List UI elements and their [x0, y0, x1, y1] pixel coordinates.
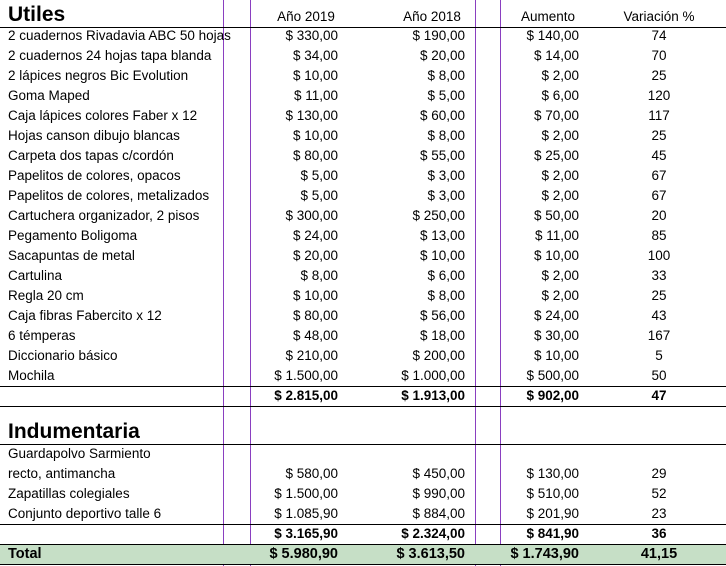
table-row — [0, 346, 726, 366]
price-increase: $ 2,00 — [541, 188, 579, 203]
price-2019: $ 210,00 — [285, 348, 338, 363]
subtotal-rule-bottom — [0, 406, 726, 407]
price-increase: $ 2,00 — [541, 168, 579, 183]
price-2018: $ 884,00 — [412, 506, 465, 521]
table-row — [0, 66, 726, 86]
item-name: Diccionario básico — [8, 348, 118, 363]
table-row — [0, 86, 726, 106]
variation-percent: 43 — [651, 308, 667, 323]
subtotal-variacion: 36 — [651, 526, 667, 541]
price-2018: $ 20,00 — [419, 48, 465, 63]
section-title-utiles: Utiles — [8, 3, 66, 26]
variation-percent: 85 — [651, 228, 667, 243]
price-2019: $ 80,00 — [292, 148, 338, 163]
item-name: Pegamento Boligoma — [8, 228, 138, 243]
price-2019: $ 130,00 — [285, 108, 338, 123]
variation-percent: 50 — [651, 368, 667, 383]
header-aumento: Aumento — [520, 9, 576, 24]
price-increase: $ 25,00 — [533, 148, 579, 163]
price-increase: $ 2,00 — [541, 68, 579, 83]
price-2018: $ 6,00 — [427, 268, 465, 283]
price-2019: $ 10,00 — [292, 128, 338, 143]
variation-percent: 29 — [651, 466, 667, 481]
price-2019: $ 5,00 — [300, 168, 338, 183]
table-row — [0, 226, 726, 246]
item-name: Goma Maped — [8, 88, 90, 103]
item-name: Papelitos de colores, opacos — [8, 168, 181, 183]
price-2018: $ 990,00 — [412, 486, 465, 501]
price-increase: $ 6,00 — [541, 88, 579, 103]
price-2019: $ 34,00 — [292, 48, 338, 63]
total-aumento: $ 1.743,90 — [510, 546, 579, 562]
price-2019: $ 580,00 — [285, 466, 338, 481]
item-name: Cartulina — [8, 268, 63, 283]
table-row — [0, 146, 726, 166]
price-2019: $ 48,00 — [292, 328, 338, 343]
price-increase: $ 30,00 — [533, 328, 579, 343]
subtotal-2019: $ 2.815,00 — [274, 388, 338, 403]
price-2019: $ 24,00 — [292, 228, 338, 243]
price-2018: $ 200,00 — [412, 348, 465, 363]
price-2018: $ 8,00 — [427, 288, 465, 303]
price-increase: $ 130,00 — [526, 466, 579, 481]
table-row — [0, 484, 726, 504]
price-2018: $ 1.000,00 — [401, 368, 465, 383]
price-increase: $ 510,00 — [526, 486, 579, 501]
variation-percent: 25 — [651, 128, 667, 143]
header-2018: Año 2018 — [403, 9, 461, 24]
item-name: 6 témperas — [8, 328, 76, 343]
price-2018: $ 55,00 — [419, 148, 465, 163]
price-2018: $ 250,00 — [412, 208, 465, 223]
price-2019: $ 1.500,00 — [274, 368, 338, 383]
price-2019: $ 10,00 — [292, 68, 338, 83]
price-increase: $ 2,00 — [541, 288, 579, 303]
variation-percent: 52 — [651, 486, 667, 501]
variation-percent: 45 — [651, 148, 667, 163]
table-row — [0, 166, 726, 186]
price-increase — [470, 444, 579, 464]
price-2019: $ 80,00 — [292, 308, 338, 323]
header-2019: Año 2019 — [277, 9, 335, 24]
subtotal-2018: $ 1.913,00 — [401, 388, 465, 403]
section-title-indumentaria: Indumentaria — [8, 420, 140, 443]
table-row — [0, 444, 726, 464]
price-increase: $ 70,00 — [533, 108, 579, 123]
price-2019: $ 1.085,90 — [274, 506, 338, 521]
table-row — [0, 26, 726, 46]
item-name: 2 cuadernos Rivadavia ABC 50 hojas — [8, 28, 231, 43]
item-name: Papelitos de colores, metalizados — [8, 188, 210, 203]
table-row — [0, 126, 726, 146]
utiles-subtotal-row — [0, 386, 726, 406]
item-name: Conjunto deportivo talle 6 — [8, 506, 162, 521]
price-2019: $ 10,00 — [292, 288, 338, 303]
variation-percent: 33 — [651, 268, 667, 283]
price-2018: $ 190,00 — [412, 28, 465, 43]
table-row — [0, 206, 726, 226]
price-2018 — [348, 444, 465, 464]
price-2018: $ 8,00 — [427, 68, 465, 83]
price-increase: $ 201,90 — [526, 506, 579, 521]
price-2019: $ 20,00 — [292, 248, 338, 263]
price-increase: $ 2,00 — [541, 128, 579, 143]
price-2018: $ 450,00 — [412, 466, 465, 481]
table-row — [0, 326, 726, 346]
price-2018: $ 8,00 — [427, 128, 465, 143]
price-increase: $ 24,00 — [533, 308, 579, 323]
total-label: Total — [8, 546, 42, 562]
subtotal-2019: $ 3.165,90 — [274, 526, 338, 541]
table-row — [0, 504, 726, 524]
item-name: Mochila — [8, 368, 55, 383]
price-2019: $ 11,00 — [293, 88, 338, 103]
item-name: Carpeta dos tapas c/cordón — [8, 148, 174, 163]
item-name: Regla 20 cm — [8, 288, 84, 303]
subtotal-variacion: 47 — [651, 388, 667, 403]
item-name: Sacapuntas de metal — [8, 248, 135, 263]
indumentaria-subtotal-row — [0, 524, 726, 544]
variation-percent: 5 — [655, 348, 663, 363]
variation-percent: 70 — [651, 48, 667, 63]
variation-percent: 100 — [647, 248, 671, 263]
item-name: 2 cuadernos 24 hojas tapa blanda — [8, 48, 212, 63]
price-2019: $ 5,00 — [300, 188, 338, 203]
price-2019: $ 1.500,00 — [274, 486, 338, 501]
item-name: recto, antimancha — [8, 466, 116, 481]
item-name: Guardapolvo Sarmiento — [8, 446, 151, 461]
price-2018: $ 13,00 — [419, 228, 465, 243]
price-increase: $ 50,00 — [533, 208, 579, 223]
header-variacion: Variación % — [623, 9, 695, 24]
table-row — [0, 106, 726, 126]
variation-percent: 67 — [651, 168, 667, 183]
price-increase: $ 10,00 — [533, 248, 579, 263]
price-2019: $ 8,00 — [300, 268, 338, 283]
price-increase: $ 500,00 — [526, 368, 579, 383]
price-2019: $ 300,00 — [285, 208, 338, 223]
item-name: Hojas canson dibujo blancas — [8, 128, 180, 143]
item-name: Cartuchera organizador, 2 pisos — [8, 208, 200, 223]
total-variacion: 41,15 — [640, 546, 678, 562]
table-row — [0, 464, 726, 484]
variation-percent: 20 — [651, 208, 667, 223]
table-row — [0, 286, 726, 306]
variation-percent: 25 — [651, 68, 667, 83]
price-2018: $ 18,00 — [419, 328, 465, 343]
subtotal-aumento: $ 902,00 — [526, 388, 579, 403]
table-row — [0, 266, 726, 286]
total-rule-top — [0, 544, 726, 545]
price-increase: $ 11,00 — [534, 228, 579, 243]
price-2018: $ 60,00 — [419, 108, 465, 123]
item-name: Caja fibras Fabercito x 12 — [8, 308, 162, 323]
header-row — [0, 7, 726, 27]
total-rule-bottom — [0, 564, 726, 565]
price-increase: $ 14,00 — [533, 48, 579, 63]
variation-percent: 67 — [651, 188, 667, 203]
variation-percent — [600, 444, 718, 464]
variation-percent: 167 — [647, 328, 671, 343]
price-2018: $ 3,00 — [427, 188, 465, 203]
subtotal-aumento: $ 841,90 — [526, 526, 579, 541]
variation-percent: 117 — [648, 108, 670, 123]
total-2019: $ 5.980,90 — [269, 546, 338, 562]
table-row — [0, 186, 726, 206]
variation-percent: 120 — [647, 88, 671, 103]
variation-percent: 74 — [651, 28, 667, 43]
price-2019: $ 330,00 — [285, 28, 338, 43]
total-2018: $ 3.613,50 — [396, 546, 465, 562]
item-name: Caja lápices colores Faber x 12 — [8, 108, 198, 123]
price-2018: $ 5,00 — [427, 88, 465, 103]
price-2018: $ 10,00 — [419, 248, 465, 263]
price-2019 — [222, 444, 338, 464]
table-row — [0, 306, 726, 326]
price-increase: $ 10,00 — [533, 348, 579, 363]
table-row — [0, 246, 726, 266]
item-name: 2 lápices negros Bic Evolution — [8, 68, 189, 83]
subtotal-2018: $ 2.324,00 — [401, 526, 465, 541]
table-row — [0, 46, 726, 66]
item-name: Zapatillas colegiales — [8, 486, 130, 501]
table-row — [0, 366, 726, 386]
variation-percent: 25 — [651, 288, 667, 303]
price-increase: $ 140,00 — [526, 28, 579, 43]
total-row — [0, 544, 726, 564]
price-2018: $ 3,00 — [427, 168, 465, 183]
price-increase: $ 2,00 — [541, 268, 579, 283]
variation-percent: 23 — [651, 506, 667, 521]
price-2018: $ 56,00 — [419, 308, 465, 323]
